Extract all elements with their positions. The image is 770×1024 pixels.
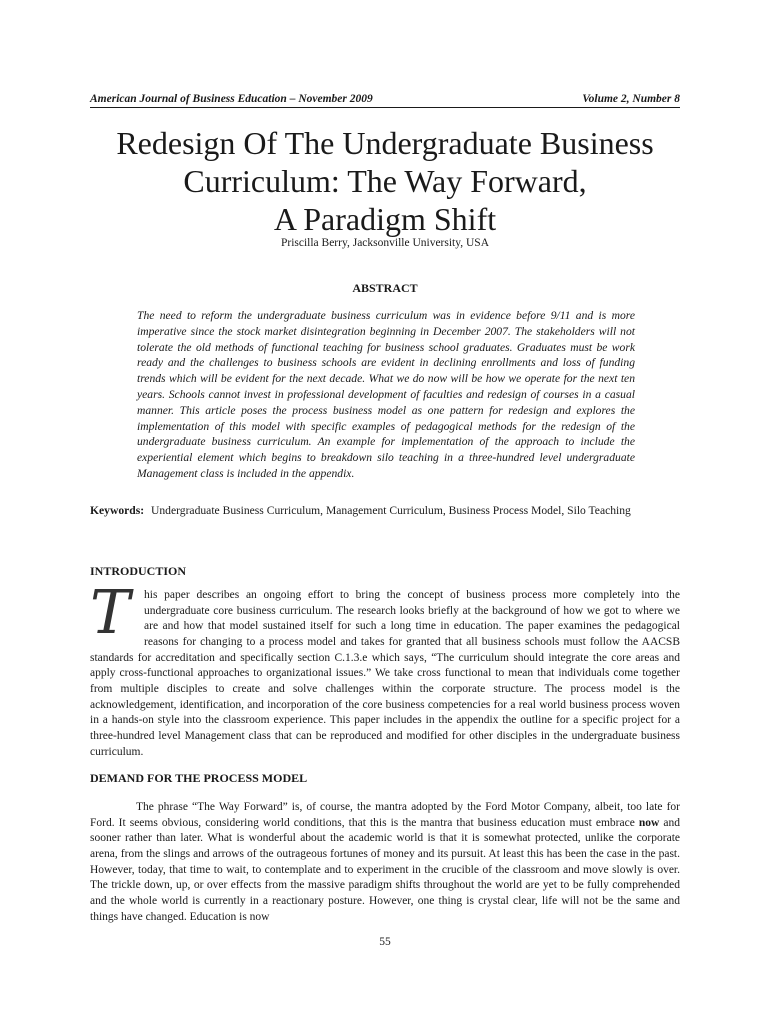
title-line-2: Curriculum: The Way Forward, [183,163,587,199]
page-number: 55 [379,936,391,948]
keywords-text: Undergraduate Business Curriculum, Management Curriculum, Business Process Model, Silo Teaching [151,504,631,517]
author-line: Priscilla Berry, Jacksonville University, USA [280,237,490,249]
demand-heading: DEMAND FOR THE PROCESS MODEL [90,771,308,785]
keywords-label: Keywords: [90,504,145,517]
demand-text-after: and sooner rather than later. What is wonderful about the academic world is that it is somewhat protected, unlike the corporate arena, from the slings and arrows of the outrageous fortunes of money and its pursuit. At least this has been the case in the past. However, today, that time to wait, to contemplate and to experiment in the crucible of the classroom and move slowly is over. The trickle down, up, or over effects from the massive paradigm shifts throughout the world are yet to be fully comprehended and the whole world is currently in a reactionary posture. However, one thing is crystal clear, life will not be the same and things have changed. Education is now [90,816,680,923]
running-header [90,93,680,108]
volume-number: Volume 2, Number 8 [582,93,680,105]
introduction-heading: INTRODUCTION [90,564,187,578]
paper-title [90,124,680,238]
introduction-paragraph [90,578,680,760]
drop-cap: T [90,578,131,648]
keywords [90,503,680,519]
demand-emphasis: now [638,816,660,829]
abstract-text: The need to reform the undergraduate business curriculum was in evidence before 9/11 and is more imperative since the stock market disintegration beginning in December 2007. The stakeholders will not tolerate the old methods of functional teaching for business school graduates. Graduates must be work ready and the challenges to business schools are evident in declining enrollments and loss of funding trends which will be evident for the next decade. What we do now will be how we operate for the next ten years. Schools cannot invest in professional development of faculties and redesign of courses in a casual manner. This article poses the process business model as one pattern for redesign and explores the implementation of this model with specific examples of pedagogical methods for the redesign of the undergraduate business curriculum. An example for implementation of the approach to include the experiential element which begins to breakdown silo teaching in a three-hundred level undergraduate Management class is included in the appendix. [137,309,635,480]
title-line-1: Redesign Of The Undergraduate Business [116,125,654,161]
introduction-text: his paper describes an ongoing effort to bring the concept of business process more completely into the undergraduate core business curriculum. The research looks briefly at the background of how we got to where we are and how that model sustained itself for such a long time in education. The paper examines the pedagogical reasons for changing to a process model and takes for granted that all business schools must follow the AACSB standards for accreditation and specifically section C.1.3.e which says, “The curriculum should integrate the core areas and apply cross-functional approaches to organizational issues.” We take cross functional to mean that individuals come together from multiple disciples to create and solve challenges within the corporate structure. The process model is the acknowledgement, identification, and incorporation of the core business competencies for a real world business process woven in a hands-on style into the classroom experience. This paper includes in the appendix the outline for a specific project for a three-hundred level Management class that can be reproduced and modified for other disciples in the undergraduate business curriculum. [90,589,680,758]
title-line-3: A Paradigm Shift [273,201,497,237]
demand-paragraph [90,800,680,925]
journal-name: American Journal of Business Education – November 2009 [90,93,373,105]
demand-text-before: The phrase “The Way Forward” is, of course, the mantra adopted by the Ford Motor Company, albeit, too late for Ford. It seems obvious, considering world conditions, that this is the mantra that business education must embrace [90,801,680,829]
abstract-heading: ABSTRACT [352,281,418,295]
